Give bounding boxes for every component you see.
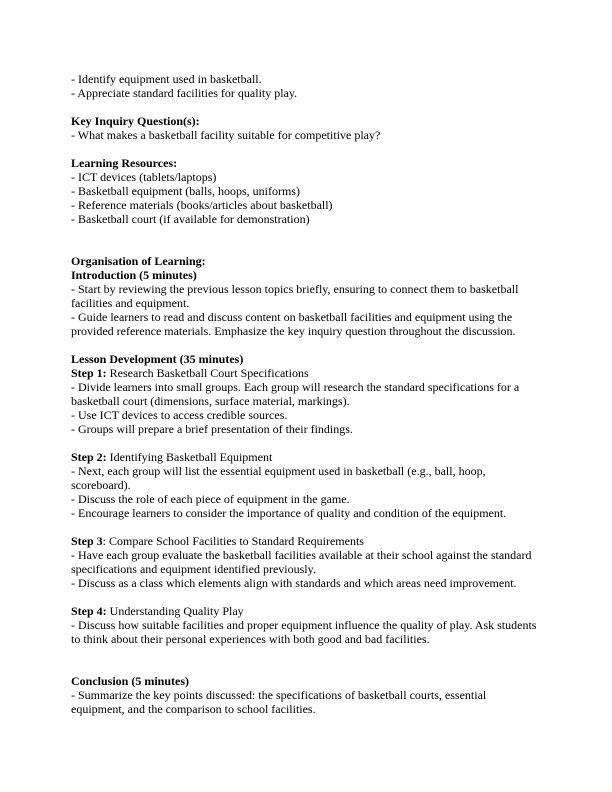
step-heading — [71, 366, 540, 380]
text-run: - Appreciate standard facilities for quality play. — [71, 86, 298, 100]
section-heading — [71, 254, 540, 268]
text-run: - Discuss the role of each piece of equipment in the game. — [71, 492, 350, 506]
text-run: - Use ICT devices to access credible sources. — [71, 408, 288, 422]
step-heading — [71, 604, 540, 618]
bold-text-run: Organisation of Learning: — [71, 254, 206, 268]
text-run: - Summarize the key points discussed: the specifications of basketball courts, essential equipment, and the comparison to school facilities. — [71, 688, 487, 716]
bold-text-run: Step 1: — [71, 366, 107, 380]
body-line — [71, 408, 540, 422]
text-run: - ICT devices (tablets/laptops) — [71, 170, 217, 184]
text-run: Identifying Basketball Equipment — [106, 450, 273, 464]
section-heading — [71, 674, 540, 688]
body-line — [71, 380, 540, 408]
body-line — [71, 464, 540, 492]
section-heading — [71, 352, 540, 366]
body-line — [71, 72, 540, 86]
body-line — [71, 86, 540, 100]
bold-text-run: Step 3 — [71, 534, 103, 548]
step-heading — [71, 450, 540, 464]
body-line — [71, 492, 540, 506]
text-run: - Next, each group will list the essential equipment used in basketball (e.g., ball, hoop, scoreboard). — [71, 464, 486, 492]
text-run: - What makes a basketball facility suitable for competitive play? — [71, 128, 381, 142]
body-line — [71, 506, 540, 520]
text-run: - Have each group evaluate the basketball facilities available at their school against the standard specifications and equipment identified previously. — [71, 548, 532, 576]
body-line — [71, 548, 540, 576]
text-run: : Compare School Facilities to Standard Requirements — [102, 534, 364, 548]
text-run: - Encourage learners to consider the importance of quality and condition of the equipment. — [71, 506, 507, 520]
body-line — [71, 576, 540, 590]
text-run: - Discuss as a class which elements align with standards and which areas need improvement. — [71, 576, 517, 590]
lesson-plan-content — [71, 72, 540, 716]
section-heading — [71, 268, 540, 282]
text-run: - Divide learners into small groups. Each group will research the standard specifications for a basketball court (dimensions, surface material, markings). — [71, 380, 520, 408]
bold-text-run: Step 4: — [71, 604, 107, 618]
bold-text-run: Lesson Development (35 minutes) — [71, 352, 244, 366]
text-run: - Start by reviewing the previous lesson topics briefly, ensuring to connect them to basketball facilities and equipment. — [71, 282, 519, 310]
text-run: - Discuss how suitable facilities and proper equipment influence the quality of play. Ask students to think about their personal experiences with both good and bad facilities. — [71, 618, 537, 646]
text-run: - Reference materials (books/articles about basketball) — [71, 198, 333, 212]
step-heading — [71, 534, 540, 548]
body-line — [71, 688, 540, 716]
bold-text-run: Introduction (5 minutes) — [71, 268, 197, 282]
text-run: - Basketball equipment (balls, hoops, uniforms) — [71, 184, 300, 198]
body-line — [71, 184, 540, 198]
text-run: - Groups will prepare a brief presentation of their findings. — [71, 422, 353, 436]
body-line — [71, 282, 540, 310]
text-run: - Basketball court (if available for demonstration) — [71, 212, 310, 226]
bold-text-run: Step 2: — [71, 450, 107, 464]
text-run: - Guide learners to read and discuss content on basketball facilities and equipment using the provided reference materials. Emphasize the key inquiry question throughout the discussion. — [71, 310, 516, 338]
section-heading — [71, 156, 540, 170]
text-run: Research Basketball Court Specifications — [106, 366, 309, 380]
body-line — [71, 618, 540, 646]
body-line — [71, 310, 540, 338]
bold-text-run: Conclusion (5 minutes) — [71, 674, 190, 688]
body-line — [71, 422, 540, 436]
bold-text-run: Learning Resources: — [71, 156, 178, 170]
bold-text-run: Key Inquiry Question(s): — [71, 114, 200, 128]
body-line — [71, 128, 540, 142]
text-run: - Identify equipment used in basketball. — [71, 72, 262, 86]
body-line — [71, 170, 540, 184]
section-heading — [71, 114, 540, 128]
body-line — [71, 198, 540, 212]
body-line — [71, 212, 540, 226]
text-run: Understanding Quality Play — [106, 604, 244, 618]
